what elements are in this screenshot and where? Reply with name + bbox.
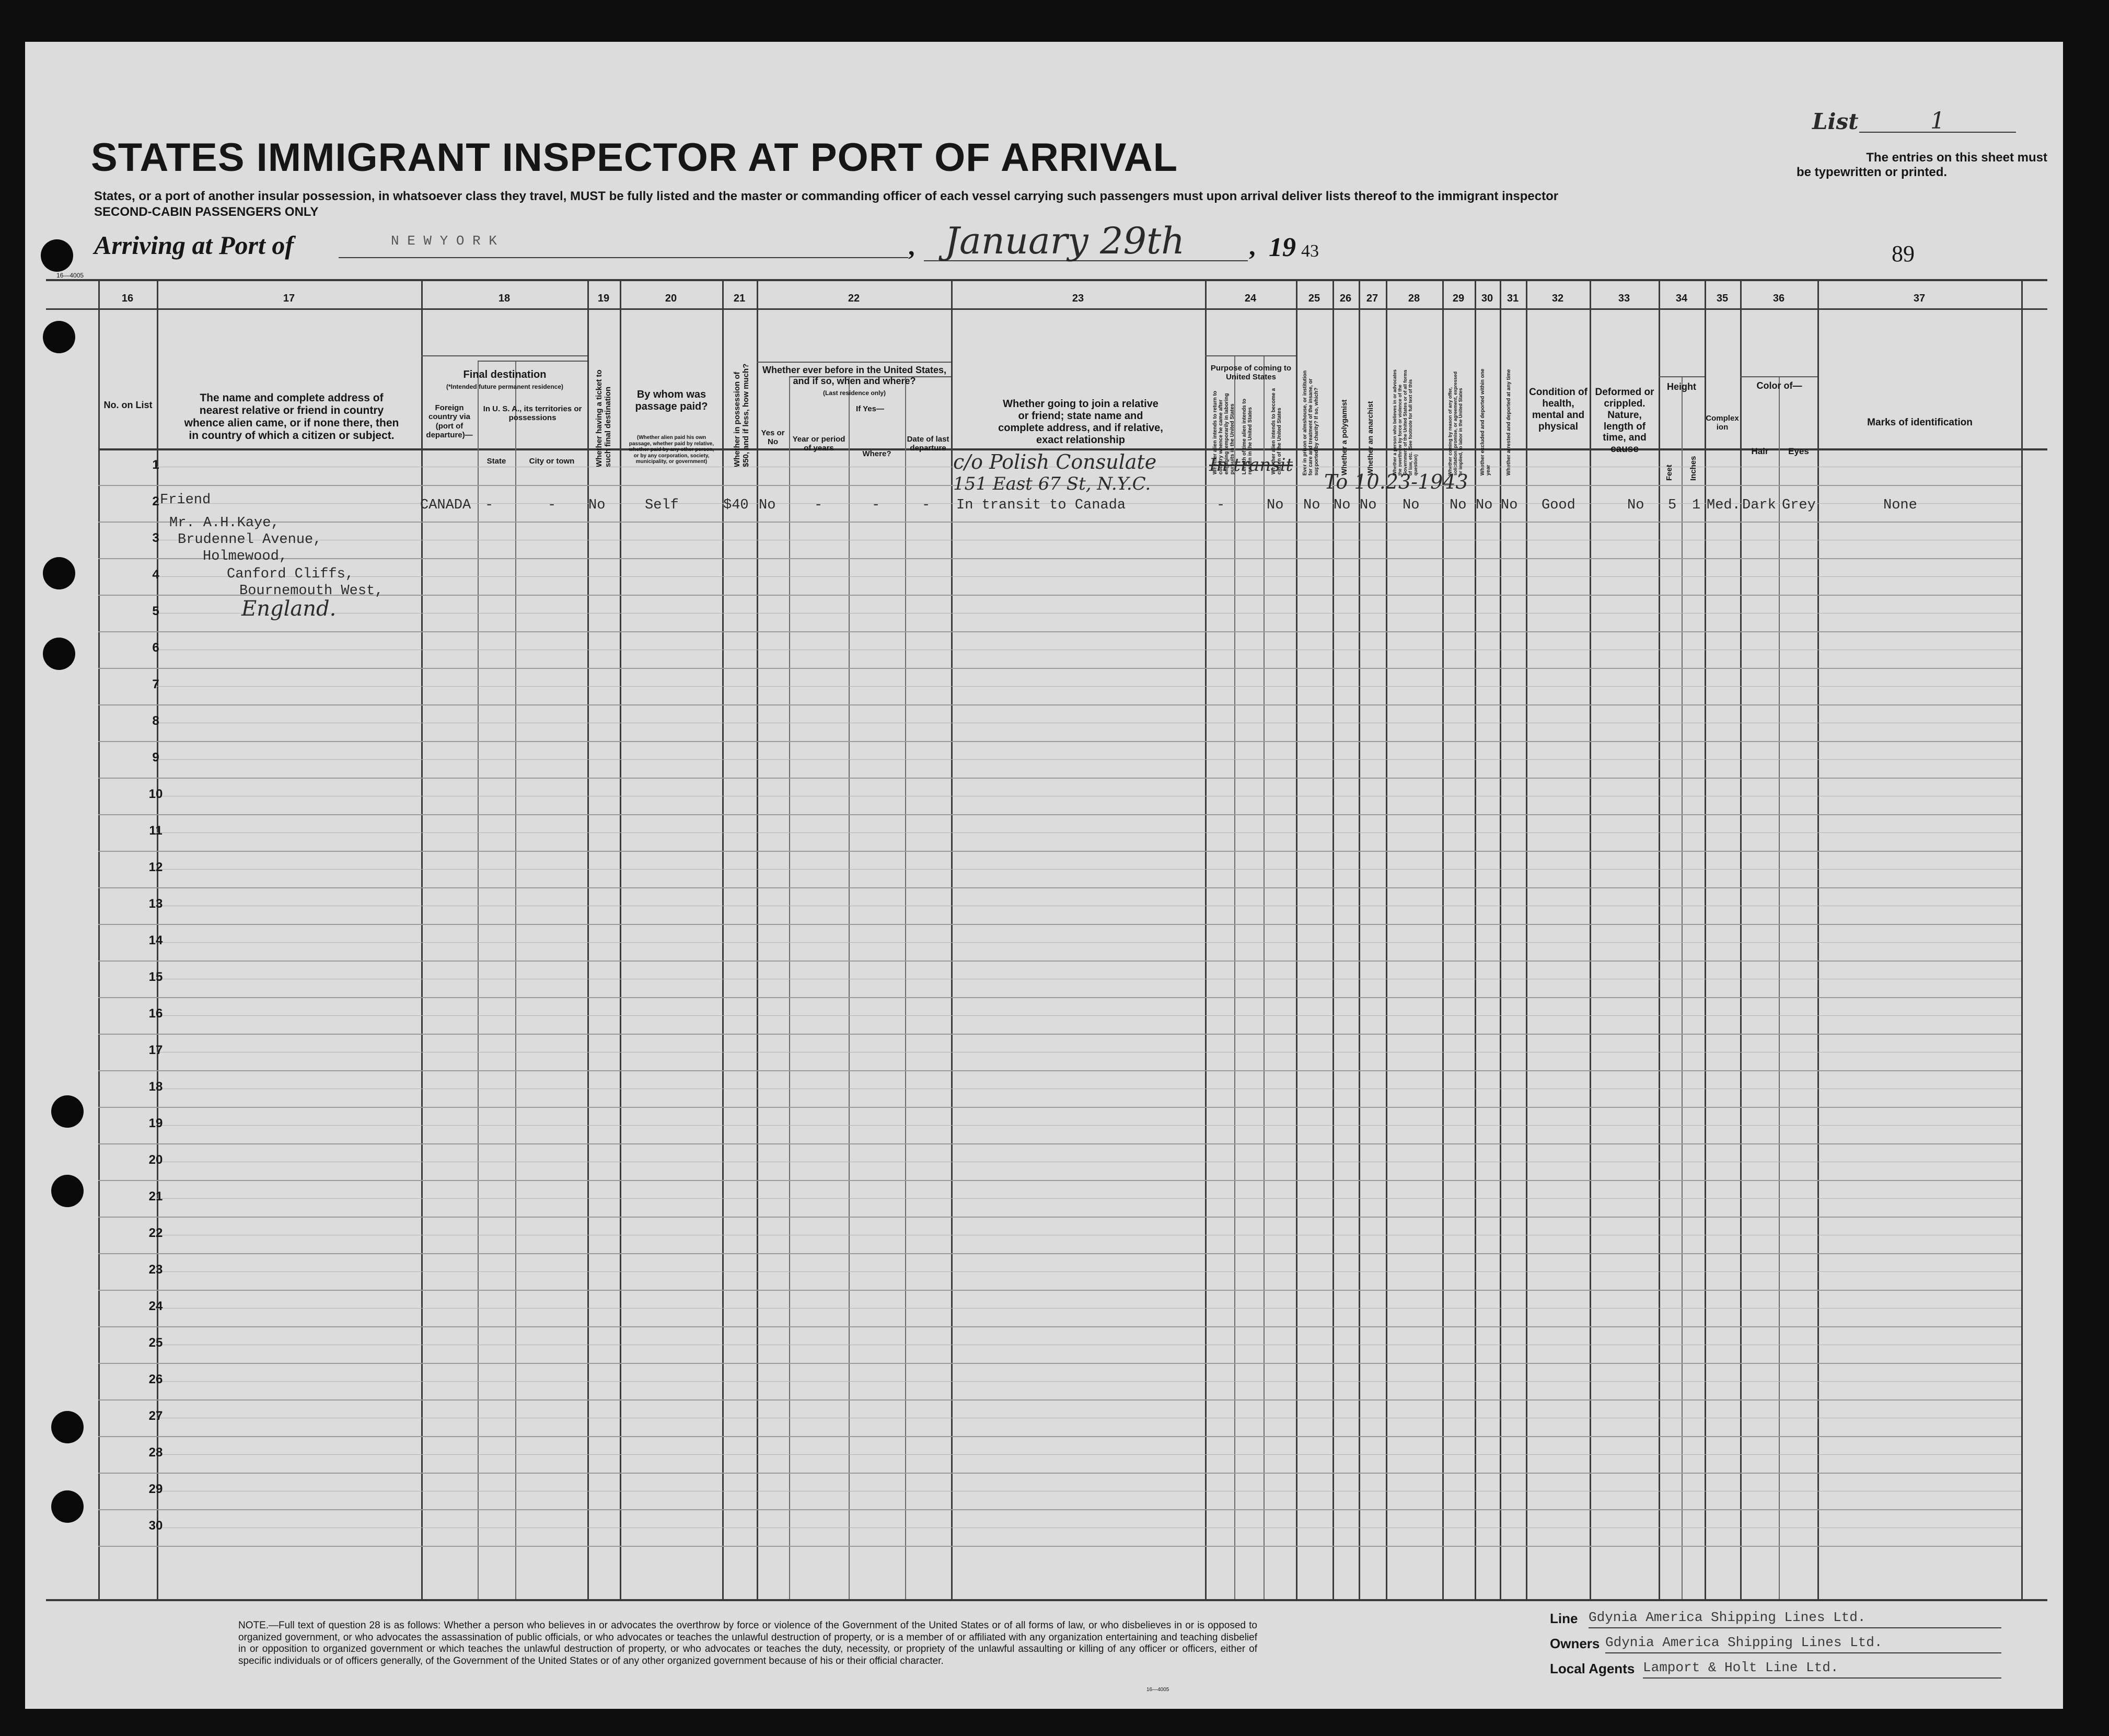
row-line: [98, 997, 2021, 998]
column-number: 21: [733, 293, 746, 304]
hdr-25: Ever in prison or almshouse, or institution for care and treatment of the insane, or supported by charity? If so, which?: [1302, 370, 1319, 476]
row-line: [98, 851, 2021, 852]
row-number: 24: [148, 1299, 163, 1313]
row-number: 1: [152, 458, 159, 472]
entry-feet: 5: [1668, 497, 1677, 513]
col-line-32: [1526, 279, 1527, 1599]
hdr-31: Whether arrested and deported at any time: [1506, 369, 1512, 476]
col-line-20: [620, 279, 621, 1599]
entry-address-country: England.: [241, 597, 337, 621]
entry-purpose-hand: In transit: [1209, 455, 1293, 476]
row-line: [98, 960, 2021, 962]
row-number: 29: [148, 1482, 163, 1496]
col-line-16: [98, 279, 100, 1599]
hdr-24-c: Whether alien intends to become a citizen of the United States: [1271, 388, 1282, 474]
subcol-24-c: [1264, 355, 1265, 1599]
row-number: 20: [148, 1153, 163, 1167]
hdr-36-divider: [1740, 376, 1817, 377]
hdr-22-date: Date of last departure: [907, 435, 949, 453]
footer-note: NOTE.—Full text of question 28 is as follows: Whether a person who believes in or advocates the overthrow by force or violence of the Government of the United States or of all forms of law, or who disbelieves in or is opposed to organized government, or who advocates the assassination of public officials, or who advocates or teaches the unlawful destruction of property, or is a member of or affiliated with any organization entertaining and teaching disbelief in or opposition to organized government or which teaches the unlawful destruction of property, or who advocates or teaches the duty, necessity, or propriety of the unlawful assaulting or killing of any officer or officers, either of specific individuals or of officers generally, of the Government of the United States or of any other organized government because of his or their official character.: [238, 1620, 1257, 1666]
footer-form-no: 16—4005: [1146, 1687, 1169, 1693]
hdr-21: Whether in possession of $50, and if less, how much?: [733, 363, 750, 467]
row-number: 27: [148, 1409, 163, 1423]
form-code: 16—4005: [56, 272, 84, 279]
col-line-21: [722, 279, 724, 1599]
row-line: [98, 1107, 2021, 1108]
punch-hole: [41, 239, 73, 272]
col-line-34: [1659, 279, 1660, 1599]
subcol-22-period: [789, 376, 790, 1599]
entry-address-5: Bournemouth West,: [239, 583, 384, 599]
row-line: [98, 522, 2021, 523]
hdr-18-state: State: [486, 457, 506, 466]
row-number: 14: [148, 933, 163, 947]
footer-owners-value: Gdynia America Shipping Lines Ltd.: [1605, 1635, 2001, 1653]
subcol-34-inches: [1682, 376, 1683, 1599]
hdr-18-divider: [421, 355, 587, 356]
hdr-20-sub: (Whether alien paid his own passage, whether paid by relative, whether paid by any other person, or by any corporation, society, municipality, or government): [629, 435, 714, 465]
column-number: 17: [283, 293, 295, 304]
entry-city: -: [548, 497, 557, 513]
hdr-18-top: Final destination: [463, 369, 547, 380]
row-line: [98, 595, 2021, 596]
entry-join-hand-2: 151 East 67 St, N.Y.C.: [953, 473, 1151, 494]
col-line-19: [587, 279, 589, 1599]
row-half-line: [157, 942, 2021, 943]
hdr-19: Whether having a ticket to such final destination: [595, 369, 612, 467]
hdr-23: Whether going to join a relative or friend; state name and complete address, and if relative, exact relationship: [998, 398, 1163, 446]
column-number: 27: [1366, 293, 1378, 304]
hdr-26: Whether a polygamist: [1340, 399, 1348, 476]
column-number: 31: [1507, 293, 1519, 304]
row-number: 25: [148, 1336, 163, 1350]
row-line: [98, 1217, 2021, 1218]
hdr-22-sub: (Last residence only): [822, 389, 886, 397]
col-line-18: [421, 279, 423, 1599]
entry-labor-offer: No: [1450, 497, 1467, 513]
entry-address-2: Brudennel Avenue,: [178, 532, 322, 548]
punch-hole: [51, 1411, 84, 1443]
row-line: [98, 1509, 2021, 1510]
entry-state: -: [485, 497, 494, 513]
colnum-border: [46, 308, 2047, 310]
list-label: List: [1812, 109, 1859, 134]
column-number: 36: [1772, 293, 1785, 304]
row-line: [98, 1034, 2021, 1035]
hdr-24-divider: [1205, 355, 1296, 356]
subcol-36-eyes: [1779, 376, 1780, 1599]
entry-date-departure: -: [922, 497, 931, 513]
row-number: 2: [152, 494, 159, 508]
entry-excluded: No: [1476, 497, 1493, 513]
column-number: 26: [1339, 293, 1352, 304]
col-line-30: [1475, 279, 1476, 1599]
row-half-line: [157, 1015, 2021, 1016]
row-number: 5: [152, 604, 159, 618]
hdr-32: Condition of health, mental and physical: [1529, 387, 1587, 432]
row-number: 19: [148, 1116, 163, 1130]
column-number: 22: [848, 293, 860, 304]
punch-hole: [51, 1175, 84, 1207]
table-bottom-border: [46, 1599, 2047, 1601]
hdr-18-sub: (*Intended future permanent residence): [446, 383, 564, 390]
manifest-sheet: [25, 42, 2063, 1709]
row-half-line: [157, 686, 2021, 687]
entry-money: $40: [723, 497, 749, 513]
hdr-22-yesno: Yes or No: [761, 429, 785, 447]
row-line: [98, 1363, 2021, 1364]
row-line: [98, 704, 2021, 705]
entry-health: Good: [1542, 497, 1575, 513]
hdr-29: Whether coming by reason of any offer, solicitation, promise, or agreement, expressed or implied, to labor in the United States: [1447, 371, 1463, 476]
column-number: 19: [597, 293, 610, 304]
column-number: 34: [1675, 293, 1688, 304]
col-line-35: [1705, 279, 1706, 1599]
column-number: 20: [665, 293, 677, 304]
column-number: 30: [1481, 293, 1493, 304]
entry-anarchist: No: [1360, 497, 1377, 513]
footer-line-label: Line: [1550, 1611, 1578, 1626]
subcol-24-b: [1234, 355, 1235, 1599]
entry-inches: 1: [1692, 497, 1701, 513]
row-number: 16: [148, 1006, 163, 1021]
row-number: 28: [148, 1445, 163, 1460]
row-line: [98, 1290, 2021, 1291]
punch-hole: [43, 321, 75, 353]
subcol-18-state: [478, 361, 479, 1599]
punch-hole: [43, 557, 75, 589]
instructions-line: States, or a port of another insular possession, in whatsoever class they travel, MUST be fully listed and the master or commanding officer of each vessel carrying such passengers must upon arrival deliver lists thereof to the immigrant inspector: [94, 189, 1559, 203]
column-number: 28: [1408, 293, 1420, 304]
entry-length-hand: To 10.23-1943: [1324, 470, 1468, 493]
row-half-line: [157, 613, 2021, 614]
entry-citizen: No: [1267, 497, 1284, 513]
hdr-33: Deformed or crippled. Nature, length of time, and cause: [1595, 387, 1654, 455]
hdr-24-b: Length of time alien intends to remain in the United States: [1242, 399, 1253, 474]
hdr-24-a: Whether alien intends to return to country whence he came after engaging temporarily in laboring pursuits in the United States: [1212, 390, 1235, 474]
entry-paid-by: Self: [645, 497, 679, 513]
row-half-line: [157, 1454, 2021, 1455]
entry-polygamist: No: [1334, 497, 1351, 513]
hdr-35: Complexion: [1706, 414, 1739, 432]
row-line: [98, 1143, 2021, 1144]
row-line: [98, 741, 2021, 742]
corner-code: 89: [1892, 241, 1915, 267]
row-number: 6: [152, 641, 159, 655]
hdr-36-title: Color of—: [1756, 380, 1802, 391]
column-number: 33: [1618, 293, 1630, 304]
second-cabin-notice: SECOND-CABIN PASSENGERS ONLY: [94, 205, 319, 219]
hdr-18-foreign: Foreign country via (port of departure)—: [426, 403, 473, 439]
hdr-34-inches: Inches: [1689, 456, 1698, 481]
row-line: [98, 1546, 2021, 1547]
row-number: 12: [148, 860, 163, 874]
entry-address-1: Mr. A.H.Kaye,: [169, 515, 280, 531]
entry-before-us: No: [759, 497, 776, 513]
column-number: 29: [1452, 293, 1465, 304]
entry-period: -: [814, 497, 823, 513]
hdr-22-period: Year or period of years: [792, 435, 845, 453]
row-number: 17: [148, 1043, 163, 1057]
row-half-line: [157, 869, 2021, 870]
row-line: [98, 1070, 2021, 1071]
hdr-22-ifyes: If Yes—: [856, 404, 884, 413]
hdr-16: No. on List: [103, 400, 153, 410]
list-number: 1: [1859, 108, 2016, 133]
hdr-36-hair: Hair: [1751, 446, 1769, 456]
hdr-37: Marks of identification: [1867, 417, 1973, 428]
footer-agents-value: Lamport & Holt Line Ltd.: [1643, 1660, 2001, 1679]
table-top-border: [46, 279, 2047, 281]
row-half-line: [157, 1381, 2021, 1382]
entry-overthrow: No: [1403, 497, 1420, 513]
col-line-36: [1740, 279, 1742, 1599]
col-line-37: [1817, 279, 1819, 1599]
row-half-line: [157, 1125, 2021, 1126]
col-line-24: [1205, 279, 1207, 1599]
date-line: [924, 219, 1248, 262]
column-number: 25: [1308, 293, 1320, 304]
subcol-22-where: [849, 376, 850, 1599]
col-line-25: [1296, 279, 1297, 1599]
row-line: [98, 1253, 2021, 1254]
row-line: [98, 668, 2021, 669]
row-number: 18: [148, 1080, 163, 1094]
entry-address-4: Canford Cliffs,: [227, 566, 354, 582]
row-line: [98, 1436, 2021, 1437]
hdr-34-divider: [1659, 376, 1705, 377]
entry-hair: Dark: [1742, 497, 1776, 513]
column-number: 18: [498, 293, 511, 304]
entry-purpose-a: -: [1216, 497, 1225, 513]
col-line-22: [757, 279, 758, 1599]
entry-join: In transit to Canada: [956, 497, 1126, 513]
hdr-18-city: City or town: [529, 457, 575, 466]
hdr-36-eyes: Eyes: [1788, 446, 1809, 456]
hdr-27: Whether an anarchist: [1366, 401, 1374, 476]
row-line: [98, 924, 2021, 925]
hdr-18-usa-divider: [478, 361, 587, 362]
row-number: 23: [148, 1263, 163, 1277]
punch-hole: [51, 1490, 84, 1523]
hdr-28: Whether a person who believes in or advocates the overthrow by force or violence of the Government of the United States or of all forms of law, etc. (See footnote for full text of this question): [1392, 369, 1418, 476]
row-half-line: [157, 1308, 2021, 1309]
year-prefix: 19: [1269, 233, 1296, 262]
row-line: [98, 558, 2021, 559]
arriving-label: Arriving at Port of: [94, 230, 294, 260]
row-half-line: [157, 759, 2021, 760]
row-number: 11: [149, 824, 163, 838]
row-number: 8: [152, 714, 159, 728]
hdr-17: The name and complete address of nearest relative or friend in country whence alien came, or if none there, then in country of which a citizen or subject.: [184, 392, 399, 442]
row-line: [98, 1180, 2021, 1181]
entry-deformed: No: [1627, 497, 1644, 513]
column-number: 35: [1716, 293, 1729, 304]
entry-eyes: Grey: [1782, 497, 1816, 513]
entry-prison: No: [1303, 497, 1320, 513]
row-half-line: [157, 832, 2021, 833]
arrival-date: January 29th: [945, 219, 1185, 262]
punch-hole: [51, 1095, 84, 1128]
entry-join-hand-1: c/o Polish Consulate: [953, 450, 1157, 473]
column-number: 24: [1244, 293, 1257, 304]
row-number: 21: [148, 1189, 163, 1203]
row-line: [98, 1326, 2021, 1327]
row-number: 4: [152, 568, 159, 582]
entry-address-3: Holmewood,: [203, 549, 288, 564]
entry-where: -: [872, 497, 880, 513]
hdr-22-where: Where?: [862, 449, 891, 458]
row-number: 7: [152, 677, 159, 691]
row-number: 10: [148, 787, 163, 801]
column-number: 37: [1913, 293, 1926, 304]
entry-complexion: Med.: [1707, 497, 1741, 513]
hdr-34-feet: Feet: [1665, 465, 1674, 481]
subcol-18-city: [515, 361, 516, 1599]
entries-note-2: be typewritten or printed.: [1797, 165, 1948, 179]
hdr-18-usa: In U. S. A., its territories or possessions: [483, 404, 582, 423]
row-number: 26: [148, 1372, 163, 1386]
row-number: 9: [152, 750, 159, 765]
entry-ticket: No: [588, 497, 606, 513]
entry-relation: Friend: [160, 492, 211, 508]
footer-owners-label: Owners: [1550, 1636, 1600, 1651]
footer-agents-label: Local Agents: [1550, 1661, 1635, 1676]
punch-hole: [43, 638, 75, 670]
entry-deported: No: [1501, 497, 1518, 513]
row-number: 15: [148, 970, 163, 984]
form-title: STATES IMMIGRANT INSPECTOR AT PORT OF ARRIVAL: [91, 135, 1178, 180]
comma: ,: [908, 232, 915, 261]
port-name: N E W Y O R K: [391, 233, 497, 249]
hdr-34-title: Height: [1667, 381, 1696, 392]
row-line: [98, 778, 2021, 779]
year-suffix: 43: [1301, 241, 1319, 261]
col-line-31: [1500, 279, 1501, 1599]
hdr-30: Whether excluded and deported within one year: [1480, 368, 1491, 476]
col-line-end: [2021, 279, 2023, 1599]
hdr-20-title: By whom was passage paid?: [635, 389, 708, 412]
column-number: 32: [1551, 293, 1564, 304]
hdr-22-title: Whether ever before in the United States, and if so, when and where?: [762, 365, 947, 386]
column-number: 23: [1072, 293, 1084, 304]
entry-foreign-country: CANADA: [420, 497, 471, 513]
row-number: 13: [148, 897, 163, 911]
row-line: [98, 887, 2021, 888]
hdr-22-divider: [757, 362, 951, 363]
row-half-line: [157, 1198, 2021, 1199]
entries-note-1: The entries on this sheet must: [1866, 151, 2047, 165]
hdr-24-title: Purpose of coming to United States: [1210, 364, 1292, 382]
row-line: [98, 814, 2021, 815]
row-half-line: [157, 1527, 2021, 1528]
col-line-33: [1590, 279, 1591, 1599]
comma-2: ,: [1249, 232, 1256, 261]
row-line: [98, 631, 2021, 632]
row-number: 30: [148, 1519, 163, 1533]
row-line: [98, 1473, 2021, 1474]
row-number: 3: [152, 531, 159, 545]
column-number: 16: [121, 293, 134, 304]
entry-marks: None: [1883, 497, 1917, 513]
row-half-line: [157, 1271, 2021, 1272]
row-line: [98, 1399, 2021, 1401]
row-half-line: [157, 576, 2021, 577]
footer-line-value: Gdynia America Shipping Lines Ltd.: [1589, 1610, 2001, 1628]
subcol-22-date: [905, 376, 906, 1599]
port-line: [339, 231, 908, 258]
col-line-23: [951, 279, 953, 1599]
row-number: 22: [148, 1226, 163, 1240]
